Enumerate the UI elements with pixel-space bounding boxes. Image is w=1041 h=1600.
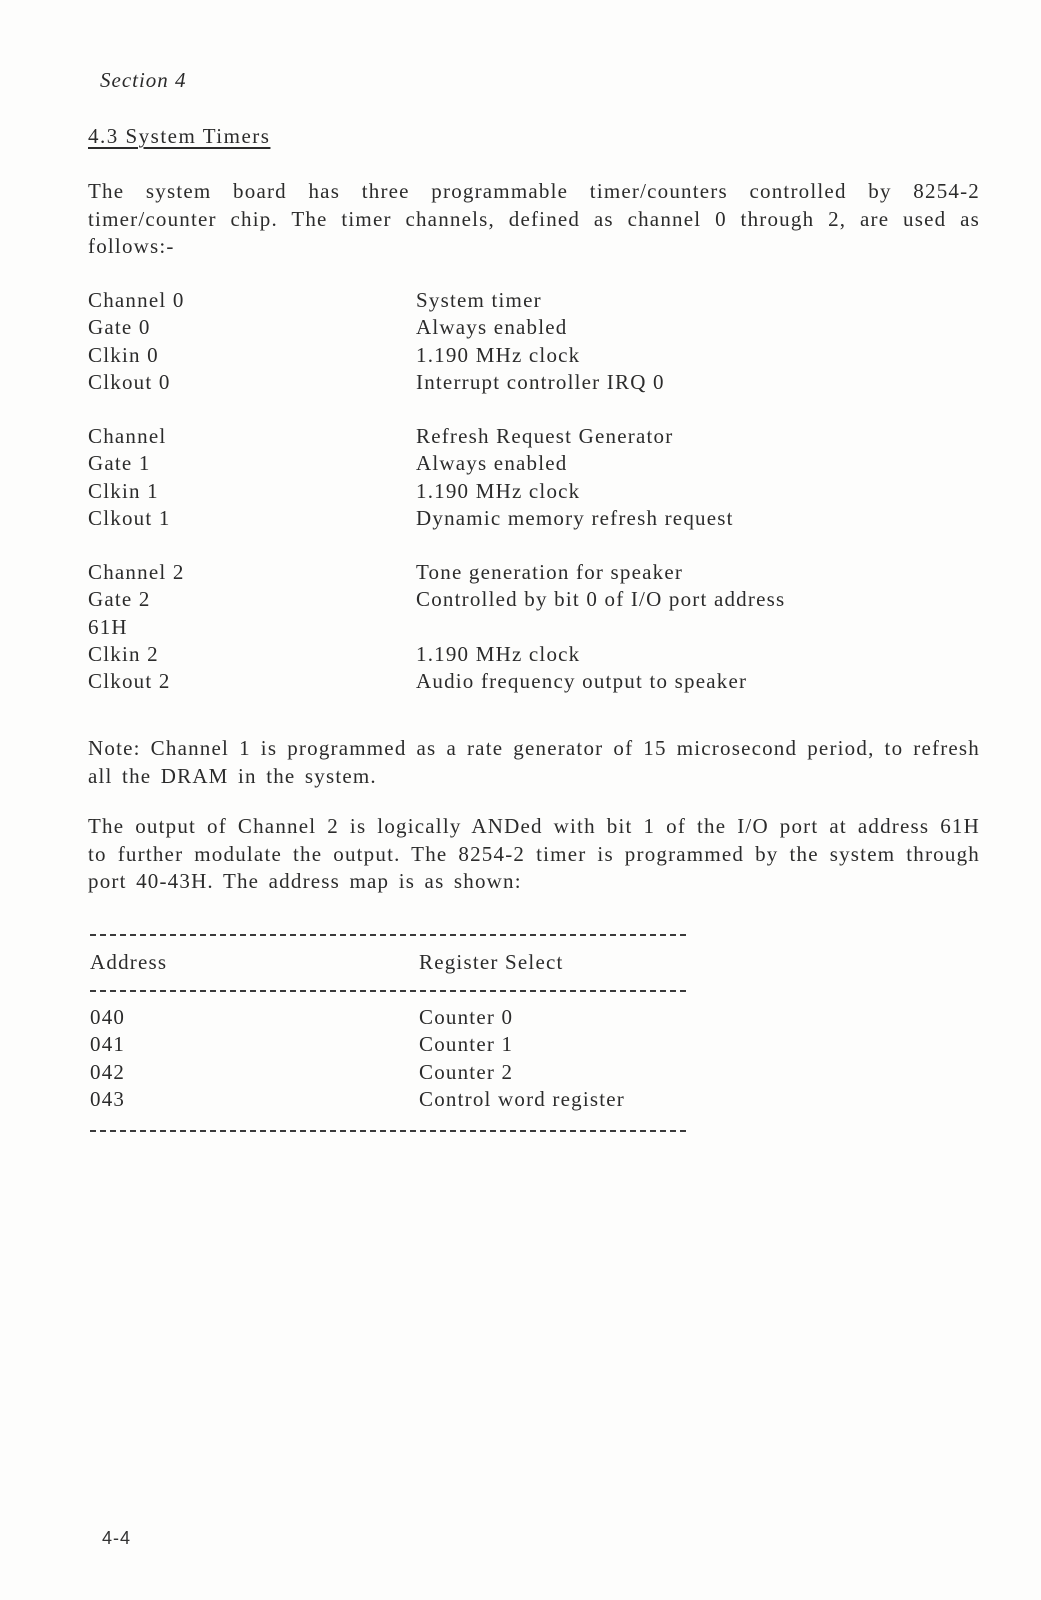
channel-label: Gate 2 <box>88 587 151 612</box>
channel-row <box>88 424 968 451</box>
channel-label: Channel <box>88 424 167 448</box>
address-cell: 040 <box>90 1005 126 1029</box>
channel-value: Interrupt controller IRQ 0 <box>416 369 665 394</box>
channel-value: Audio frequency output to speaker <box>416 669 748 694</box>
page-number: 4-4 <box>102 1528 132 1548</box>
channel-value: Tone generation for speaker <box>416 560 684 584</box>
channel-value: Always enabled <box>416 451 568 476</box>
channel-value: Dynamic memory refresh request <box>416 505 734 530</box>
address-table-body <box>90 1005 710 1114</box>
address-cell: 041 <box>90 1032 126 1057</box>
register-cell: Control word register <box>419 1086 625 1111</box>
table-row <box>90 1032 710 1059</box>
channel-label: Clkout 0 <box>88 369 171 394</box>
channel-row <box>88 642 968 669</box>
channel-value: Always enabled <box>416 315 568 340</box>
channel-value: System timer <box>416 288 542 312</box>
table-rule-bottom <box>90 1130 686 1132</box>
channel-row <box>88 479 968 506</box>
channel-label: Clkin 2 <box>88 641 159 666</box>
channel-value: Refresh Request Generator <box>416 424 674 448</box>
table-rule-top <box>90 934 686 936</box>
address-cell: 042 <box>90 1059 126 1084</box>
channel-row <box>88 669 968 696</box>
channel-label: Clkin 0 <box>88 342 159 367</box>
channel-label: Gate 0 <box>88 315 151 340</box>
address-cell: 043 <box>90 1086 126 1111</box>
channel-row <box>88 506 968 533</box>
note-paragraph: Note: Channel 1 is programmed as a rate generator of 15 microsecond period, to refresh all the DRAM in the system. <box>88 736 980 788</box>
channel-label: Clkout 1 <box>88 505 171 530</box>
channel-row <box>88 451 968 478</box>
output-paragraph: The output of Channel 2 is logically ANDed with bit 1 of the I/O port at address 61H to further modulate the output. The 8254-2 timer is programmed by the system through port 40-43H. The address map is as shown: <box>88 814 980 893</box>
running-head: Section 4 <box>100 68 187 92</box>
table-row <box>90 1060 710 1087</box>
table-row <box>90 1005 710 1032</box>
channel-row <box>88 288 968 315</box>
channel-0-group <box>88 288 968 397</box>
channel-row <box>88 615 968 642</box>
channel-value: 1.190 MHz clock <box>416 641 581 666</box>
channel-1-group <box>88 424 968 533</box>
section-title: 4.3 System Timers <box>88 124 271 148</box>
intro-paragraph: The system board has three programmable timer/counters controlled by 8254-2 timer/counter chip. The timer channels, defined as channel 0 through 2, are used as follows:- <box>88 179 980 258</box>
address-column-header: Address <box>90 950 168 974</box>
channel-2-group <box>88 560 968 696</box>
channel-label: Channel 0 <box>88 288 185 312</box>
register-cell: Counter 0 <box>419 1005 514 1029</box>
channel-row <box>88 560 968 587</box>
channel-value: Controlled by bit 0 of I/O port address <box>416 587 786 612</box>
channel-label: Gate 1 <box>88 451 151 476</box>
table-row <box>90 1087 710 1114</box>
channel-row <box>88 587 968 614</box>
register-column-header: Register Select <box>419 950 564 974</box>
address-table-header <box>90 950 710 977</box>
channel-row <box>88 370 968 397</box>
register-cell: Counter 2 <box>419 1059 514 1084</box>
table-rule-header <box>90 990 686 992</box>
register-cell: Counter 1 <box>419 1032 514 1057</box>
channel-value: 1.190 MHz clock <box>416 342 581 367</box>
channel-row <box>88 315 968 342</box>
channel-label: 61H <box>88 614 128 639</box>
channel-row <box>88 343 968 370</box>
channel-label: Clkin 1 <box>88 478 159 503</box>
channel-value: 1.190 MHz clock <box>416 478 581 503</box>
channel-label: Clkout 2 <box>88 669 171 694</box>
channel-label: Channel 2 <box>88 560 185 584</box>
table-header-row <box>90 950 710 977</box>
